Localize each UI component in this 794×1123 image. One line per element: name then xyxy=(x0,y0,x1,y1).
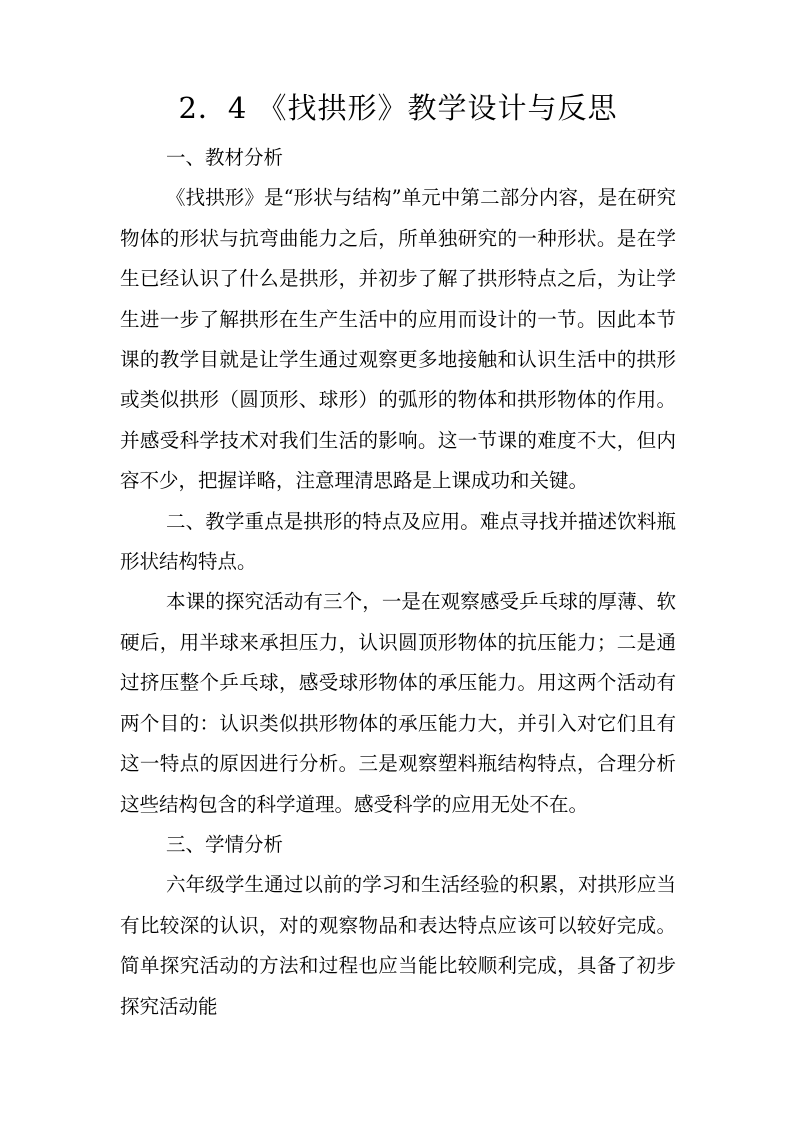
paragraph-textbook-analysis: 《找拱形》是“形状与结构”单元中第二部分内容，是在研究物体的形状与抗弯曲能力之后，所单独研究的一种形状。是在学生已经认识了什么是拱形，并初步了解了拱形特点之后，为让学生进一步了解拱形在生产生活中的应用而设计的一节。因此本节课的教学目就是让学生通过观察更多地接触和认识生活中的拱形或类似拱形（圆顶形、球形）的弧形的物体和拱形物体的作用。并感受科学技术对我们生活的影响。这一节课的难度不大，但内容不少，把握详略，注意理清思路是上课成功和关键。 xyxy=(120,186,676,493)
paragraph-student-analysis: 六年级学生通过以前的学习和生活经验的积累，对拱形应当有比较深的认识，对的观察物品和表达特点应该可以较好完成。简单探究活动的方法和过程也应当能比较顺利完成，具备了初步探究活动能 xyxy=(120,873,676,1018)
paragraph-key-points: 二、教学重点是拱形的特点及应用。难点寻找并描述饮料瓶形状结构特点。 xyxy=(120,509,676,574)
document-page xyxy=(120,88,676,1027)
section-heading-textbook-analysis: 一、教材分析 xyxy=(166,146,284,169)
paragraph-inquiry-activities: 本课的探究活动有三个，一是在观察感受乒乓球的厚薄、软硬后，用半球来承担压力，认识圆顶形物体的抗压能力；二是通过挤压整个乒乓球，感受球形物体的承压能力。用这两个活动有两个目的：认识类似拱形物体的承压能力大，并引入对它们且有这一特点的原因进行分析。三是观察塑料瓶结构特点，合理分析这些结构包含的科学道理。感受科学的应用无处不在。 xyxy=(120,590,676,816)
document-title: 2．4 《找拱形》教学设计与反思 xyxy=(178,91,618,125)
section-heading-student-analysis: 三、学情分析 xyxy=(166,832,284,856)
